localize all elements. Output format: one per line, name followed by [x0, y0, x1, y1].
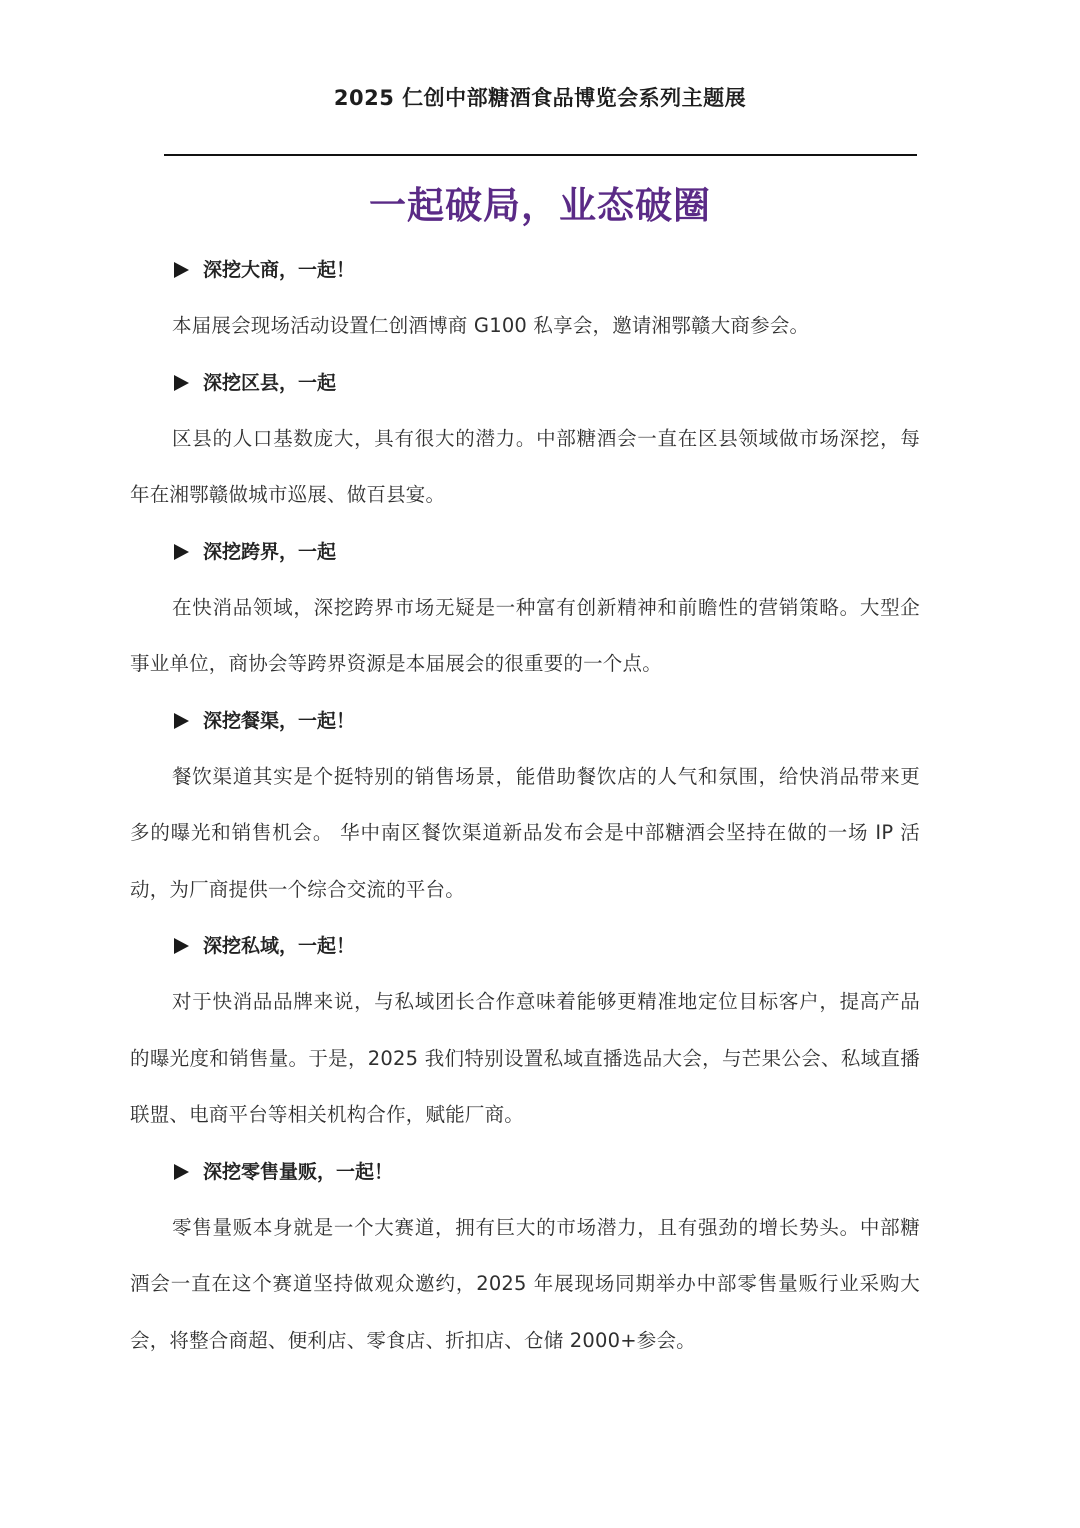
section-heading-text: 深挖区县，一起 — [203, 371, 337, 394]
section-body-crossover: 在快消品领域，深挖跨界市场无疑是一种富有创新精神和前瞻性的营销策略。大型企事业单位，商协会等跨界资源是本届展会的很重要的一个点。 — [130, 595, 920, 675]
section-heading-catering — [130, 693, 920, 749]
section-body-counties: 区县的人口基数庞大，具有很大的潜力。中部糖酒会一直在区县领域做市场深挖，每年在湘鄂赣做城市巡展、做百县宴。 — [130, 426, 920, 506]
section-heading-counties — [130, 355, 920, 411]
section-heading-crossover — [130, 524, 920, 580]
section-heading-retail — [130, 1144, 920, 1200]
section-body-retail: 零售量贩本身就是一个大赛道，拥有巨大的市场潜力，且有强劲的增长势头。中部糖酒会一直在这个赛道坚持做观众邀约，2025 年展现场同期举办中部零售量贩行业采购大会，将整合商超、便利店、零食店、折扣店、仓储 2000+参会。 — [130, 1215, 920, 1352]
triangle-right-icon — [174, 375, 189, 391]
header-title: 2025 仁创中部糖酒食品博览会系列主题展 — [333, 86, 747, 110]
section-heading-text: 深挖零售量贩，一起！ — [203, 1160, 394, 1183]
section-heading-text: 深挖餐渠，一起！ — [203, 709, 356, 732]
section-body-private-domain: 对于快消品品牌来说，与私域团长合作意味着能够更精准地定位目标客户，提高产品的曝光度和销售量。于是，2025 我们特别设置私域直播选品大会，与芒果公会、私域直播联盟、电商平台等相关机构合作，赋能厂商。 — [130, 990, 920, 1126]
document-content — [130, 242, 920, 1369]
triangle-right-icon — [174, 1164, 189, 1180]
triangle-right-icon — [174, 544, 189, 560]
triangle-right-icon — [174, 713, 189, 729]
triangle-right-icon — [174, 262, 189, 278]
header-divider — [164, 154, 917, 156]
section-heading-dealers — [130, 242, 920, 298]
section-body-catering: 餐饮渠道其实是个挺特别的销售场景，能借助餐饮店的人气和氛围，给快消品带来更多的曝光和销售机会。 华中南区餐饮渠道新品发布会是中部糖酒会坚持在做的一场 IP 活动，为厂商提供一个综合交流的平台。 — [130, 764, 920, 901]
triangle-right-icon — [174, 938, 189, 954]
section-heading-text: 深挖跨界，一起 — [203, 540, 337, 563]
section-heading-text: 深挖大商，一起！ — [203, 259, 356, 281]
section-heading-text: 深挖私域，一起！ — [203, 935, 356, 957]
section-heading-private-domain — [130, 918, 920, 974]
page-title: 一起破局，业态破圈 — [369, 184, 711, 227]
section-body-dealers: 本届展会现场活动设置仁创酒博商 G100 私享会，邀请湘鄂赣大商参会。 — [172, 314, 810, 337]
